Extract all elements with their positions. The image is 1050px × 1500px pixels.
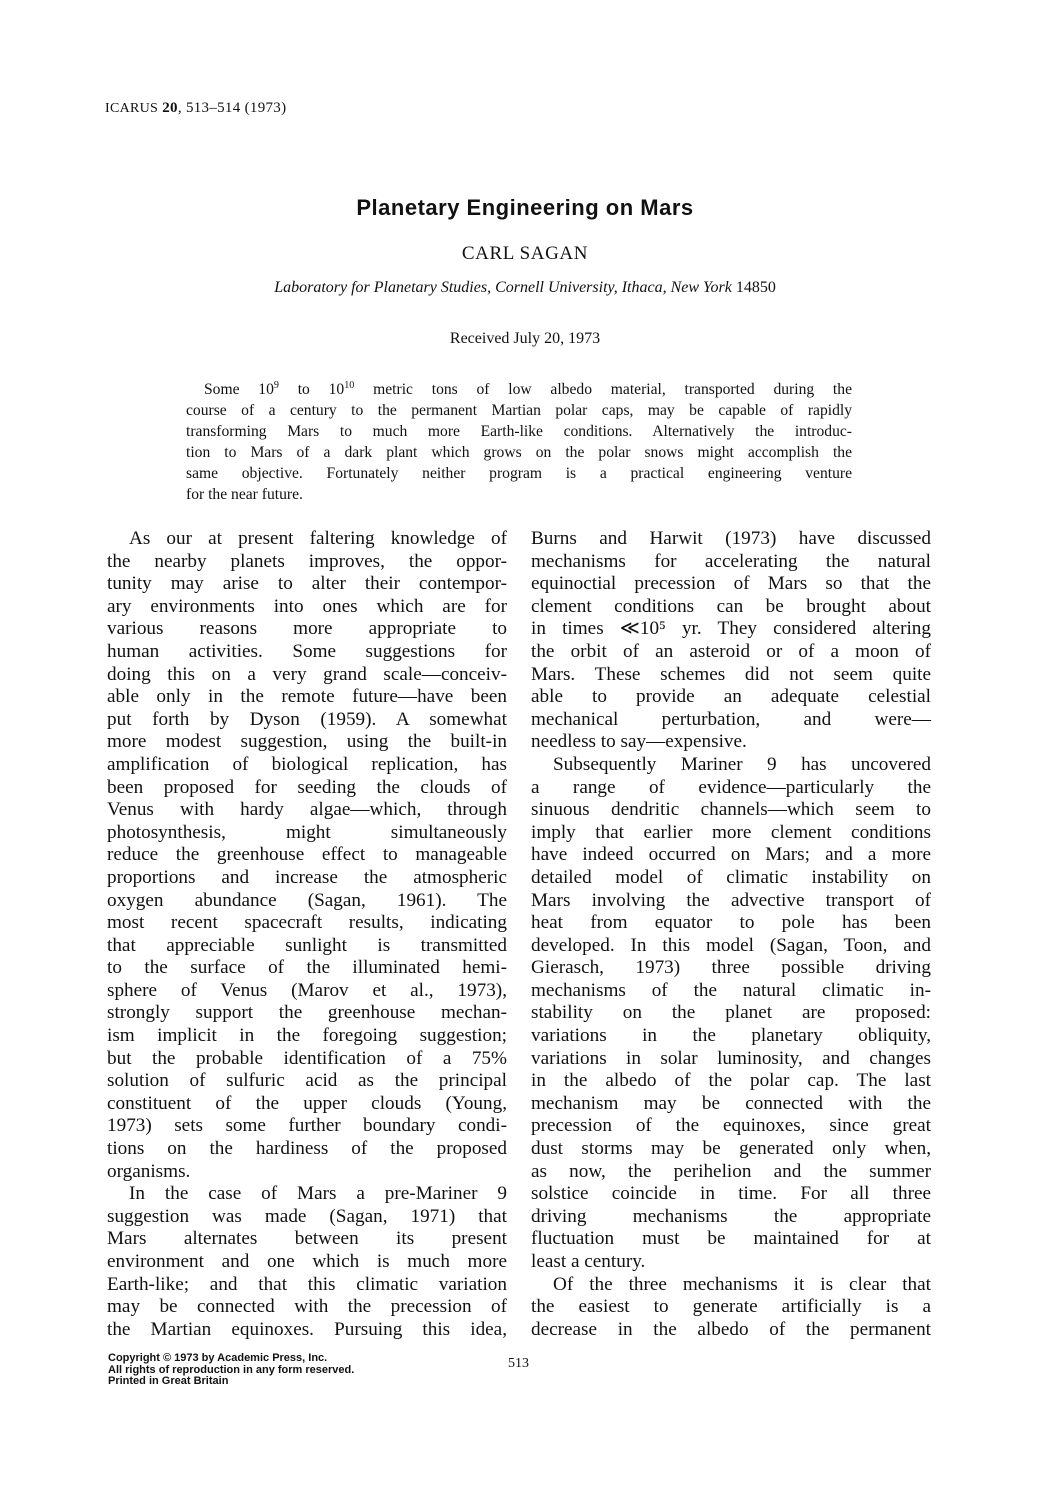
page-number: 513 [508,1356,529,1371]
text-line: stability on the planet are proposed: [531,1002,931,1024]
text-line: variations in the planetary obliquity, [531,1025,931,1047]
text-line: tions on the hardiness of the proposed [107,1138,507,1160]
text-line: a range of evidence—particularly the [531,776,931,798]
affiliation-zip: 14850 [735,279,776,296]
right-column [531,528,931,1341]
text-line: constituent of the upper clouds (Young, [107,1092,507,1114]
abstract-line [186,379,852,400]
text-line: put forth by Dyson (1959). A somewhat [107,708,507,730]
text-line: sinuous dendritic channels—which seem to [531,799,931,821]
text-line: in times ≪10⁵ yr. They considered altering [531,618,931,640]
text-line: mechanism may be connected with the [531,1092,931,1114]
text-line: heat from equator to pole has been [531,912,931,934]
text-line: Of the three mechanisms it is clear that [553,1273,931,1295]
text-line: as now, the perihelion and the summer [531,1160,931,1182]
text-line: in the albedo of the polar cap. The last [531,1070,931,1092]
text-line: the orbit of an asteroid or of a moon of [531,640,931,662]
text-line: ism implicit in the foregoing suggestion; [107,1025,507,1047]
page-title: Planetary Engineering on Mars [356,195,694,220]
text-line: solution of sulfuric acid as the principal [107,1070,507,1092]
text-line: human activities. Some suggestions for [107,640,507,662]
text-line: 1973) sets some further boundary condi- [107,1115,507,1137]
text-line: strongly support the greenhouse mechan- [107,1002,507,1024]
received-date: Received July 20, 1973 [449,330,601,347]
text-line: driving mechanisms the appropriate [531,1205,931,1227]
affiliation-text: Laboratory for Planetary Studies, Cornell University, Ithaca, New York [274,279,732,296]
text-line: In the case of Mars a pre-Mariner 9 [129,1183,507,1205]
abstract-line: transforming Mars to much more Earth-like conditions. Alternatively the introduc- [186,423,852,440]
text-line: amplification of biological replication, has [107,753,507,775]
text-line: photosynthesis, might simultaneously [107,821,507,843]
text-line: clement conditions can be brought about [531,595,931,617]
text-line: reduce the greenhouse effect to manageable [107,844,507,866]
text-line: environment and one which is much more [107,1251,507,1272]
abstract-text: Some 10 [204,381,274,398]
text-line: oxygen abundance (Sagan, 1961). The [107,889,507,911]
text-line: solstice coincide in time. For all three [531,1183,931,1205]
abstract-text: metric tons of low albedo material, transported during the [354,381,852,398]
text-line: may be connected with the precession of [107,1296,507,1318]
abstract [186,379,852,505]
exponent: 9 [273,379,279,391]
text-line: dust storms may be generated only when, [531,1138,931,1160]
left-column [107,528,507,1341]
text-line: Burns and Harwit (1973) have discussed [531,528,931,549]
copyright-notice [108,1353,354,1388]
abstract-line: tion to Mars of a dark plant which grows on the polar snows might accomplish the [186,444,852,461]
abstract-line: same objective. Fortunately neither program is a practical engineering venture [186,465,852,482]
text-line: ary environments into ones which are for [107,595,507,617]
copyright-line: Copyright © 1973 by Academic Press, Inc. [108,1352,328,1364]
text-line: Subsequently Mariner 9 has uncovered [553,753,931,775]
journal-name: ICARUS [105,101,159,116]
text-line: the Martian equinoxes. Pursuing this idea, [107,1318,507,1340]
text-line: have indeed occurred on Mars; and a more [531,844,931,866]
text-line: tunity may arise to alter their contempor- [107,573,507,595]
exponent: 10 [344,379,355,391]
text-line: sphere of Venus (Marov et al., 1973), [107,979,507,1001]
text-line: mechanisms of the natural climatic in- [531,979,931,1001]
affiliation [0,279,1050,297]
volume: 20 [162,100,178,116]
running-head: ICARUS 20, 513–514 (1973) [105,100,287,116]
text-line: least a century. [531,1251,646,1272]
text-line: been proposed for seeding the clouds of [107,776,507,798]
text-line: imply that earlier more clement conditions [531,821,931,843]
text-line: Mars. These schemes did not seem quite [531,663,931,685]
text-line: precession of the equinoxes, since great [531,1115,931,1137]
text-line: suggestion was made (Sagan, 1971) that [107,1205,507,1227]
text-line: variations in solar luminosity, and changes [531,1047,931,1069]
text-line: As our at present faltering knowledge of [129,528,507,549]
text-line: needless to say—expensive. [531,731,747,753]
year: (1973) [244,100,287,116]
text-line: the easiest to generate artificially is a [531,1296,931,1318]
abstract-line: for the near future. [186,486,303,503]
text-line: but the probable identification of a 75% [107,1047,507,1069]
text-line: most recent spacecraft results, indicating [107,912,507,934]
text-line: able only in the remote future—have been [107,686,507,708]
text-line: proportions and increase the atmospheric [107,866,507,888]
printed-line: Printed in Great Britain [108,1375,229,1387]
text-line: Gierasch, 1973) three possible driving [531,957,931,979]
text-line: detailed model of climatic instability on [531,866,931,888]
text-line: mechanisms for accelerating the natural [531,550,931,572]
text-line: the nearby planets improves, the oppor- [107,550,507,572]
text-line: decrease in the albedo of the permanent [531,1318,931,1340]
text-line: Venus with hardy algae—which, through [107,799,507,821]
text-line: developed. In this model (Sagan, Toon, and [531,934,931,956]
text-line: various reasons more appropriate to [107,618,507,640]
text-line: able to provide an adequate celestial [531,686,931,708]
author: CARL SAGAN [461,243,589,264]
text-line: Mars alternates between its present [107,1228,507,1250]
text-line: Earth-like; and that this climatic variation [107,1273,507,1295]
text-line: doing this on a very grand scale—conceiv- [107,663,507,685]
text-line: Mars involving the advective transport of [531,889,931,911]
text-line: to the surface of the illuminated hemi- [107,957,507,979]
page-range: 513–514 [185,100,241,116]
text-line: that appreciable sunlight is transmitted [107,934,507,956]
text-line: fluctuation must be maintained for at [531,1228,931,1250]
text-line: mechanical perturbation, and were— [531,708,931,730]
abstract-line: course of a century to the permanent Martian polar caps, may be capable of rapidly [186,402,852,419]
text-line: organisms. [107,1160,191,1182]
abstract-text: to 10 [278,381,345,398]
text-line: equinoctial precession of Mars so that the [531,573,931,595]
rights-line: All rights of reproduction in any form reserved. [108,1363,355,1376]
text-line: more modest suggestion, using the built-in [107,731,507,753]
